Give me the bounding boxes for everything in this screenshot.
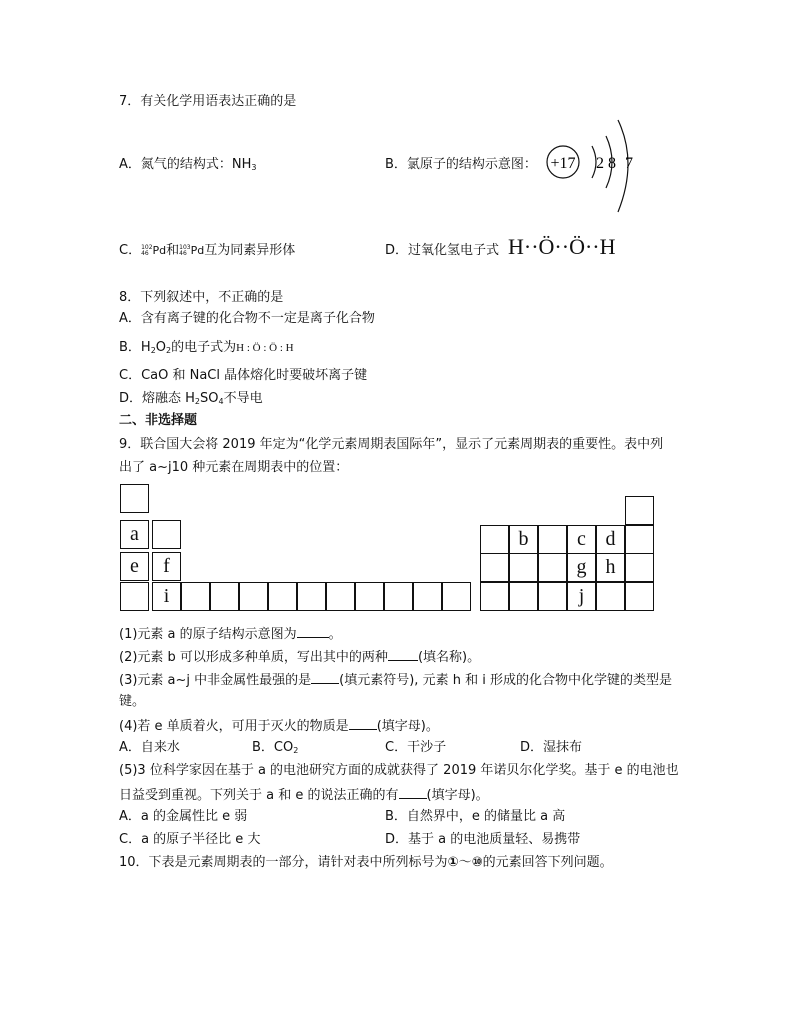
q9-part4-option-c: C．干沙子: [385, 740, 447, 755]
q7-option-c-suffix: 互为同素异形体: [204, 243, 296, 258]
q9-stem-line1: 9．联合国大会将 2019 年定为“化学元素周期表国际年”，显示了元素周期表的重要性。表中列: [119, 437, 664, 452]
answer-blank[interactable]: [349, 717, 377, 730]
q9-part1: [119, 625, 342, 643]
q7-option-b: B．氯原子的结构示意图：: [385, 157, 537, 172]
q7-option-a-text: A．氮气的结构式：NH: [119, 157, 252, 172]
q8-option-c: C．CaO 和 NaCl 晶体熔化时要破坏离子键: [119, 368, 368, 383]
answer-blank[interactable]: [297, 625, 329, 638]
mass-number: 102: [141, 243, 153, 251]
option-b-sub: 2: [293, 746, 299, 755]
table-cell: [210, 582, 239, 611]
q8-d-sub2: 4: [218, 397, 224, 406]
cell-j: j: [567, 582, 596, 611]
atomic-number: 46: [179, 249, 187, 257]
shell-electrons-1: 2: [596, 155, 604, 172]
shell-electrons-3: 7: [625, 155, 633, 172]
mass-number: 103: [179, 243, 191, 251]
cell-a: a: [120, 520, 149, 549]
q10-tilde: ～: [458, 855, 472, 870]
q9-part1-end: 。: [328, 627, 342, 642]
circled-number-10: ⑩: [471, 855, 483, 870]
table-cell: [413, 582, 442, 611]
isotope-2-numbers: [179, 245, 190, 257]
q9-part3-end: (填元素符号), 元素 h 和 i 形成的化合物中化学键的类型是: [339, 673, 672, 688]
isotope-2-symbol: Pd: [190, 244, 205, 257]
q9-part2-end: (填名称)。: [417, 650, 481, 665]
table-cell: [297, 582, 326, 611]
q9-part4: [119, 717, 439, 735]
q8-b-suffix: 的电子式为: [171, 340, 237, 355]
answer-blank[interactable]: [311, 671, 339, 684]
q8-b-mid: O: [155, 340, 167, 355]
q8-b-sub1: 2: [150, 346, 156, 355]
q9-part5-option-b: B．自然界中，e 的储量比 a 高: [385, 809, 566, 824]
table-cell: [355, 582, 384, 611]
table-cell: [509, 553, 538, 582]
q9-part5-option-c: C．a 的原子半径比 e 大: [119, 832, 261, 847]
table-cell: [538, 525, 567, 554]
table-cell: [480, 525, 509, 554]
q9-part3-text: (3)元素 a~j 中非金属性最强的是: [119, 673, 312, 688]
q9-stem-line2: 出了 a~j10 种元素在周期表中的位置：: [119, 460, 349, 475]
q8-stem: 8．下列叙述中，不正确的是: [119, 290, 284, 305]
q8-b-sub2: 2: [166, 346, 172, 355]
cell-e: e: [120, 552, 149, 581]
q9-part3-cont: 键。: [119, 694, 146, 709]
q7-stem: 7．有关化学用语表达正确的是: [119, 94, 297, 109]
table-cell: [538, 553, 567, 582]
table-cell: [442, 582, 471, 611]
q8-d-mid: SO: [200, 391, 219, 406]
h2o2-electron-formula: H : Ö : Ö : H: [236, 342, 294, 354]
cell-f: f: [152, 552, 181, 581]
q9-part4-option-d: D．湿抹布: [520, 740, 583, 755]
table-cell: [152, 520, 181, 549]
q9-part4-end: (填字母)。: [376, 719, 439, 734]
q8-option-d: [119, 391, 263, 410]
table-cell: [625, 525, 654, 554]
q7-option-c-mid: 和: [166, 243, 180, 258]
q7-option-c-prefix: C．: [119, 243, 142, 258]
q9-part2-text: (2)元素 b 可以形成多种单质，写出其中的两种: [119, 650, 388, 665]
q9-part4-option-b: [252, 740, 298, 759]
q9-part4-text: (4)若 e 单质着火，可用于灭火的物质是: [119, 719, 349, 734]
q7-option-a-sub: 3: [251, 163, 257, 172]
answer-blank[interactable]: [399, 786, 427, 799]
q8-d-sub1: 2: [194, 397, 201, 406]
table-cell: [326, 582, 355, 611]
option-b-text: B．CO: [252, 740, 294, 755]
table-cell: [384, 582, 413, 611]
shell-electrons-2: 8: [608, 155, 616, 172]
q8-option-b: [119, 340, 294, 359]
q9-part4-option-a: A．自来水: [119, 740, 180, 755]
table-cell: [268, 582, 297, 611]
cell-b: b: [509, 525, 538, 554]
q10-suffix: 的元素回答下列问题。: [482, 855, 613, 870]
q9-part5-option-a: A．a 的金属性比 e 弱: [119, 809, 248, 824]
q9-part5-end: (填字母)。: [426, 788, 489, 803]
table-cell: [480, 582, 509, 611]
q9-part5-line1: (5)3 位科学家因在基于 a 的电池研究方面的成就获得了 2019 年诺贝尔化学奖。基于 e 的电池也: [119, 763, 679, 778]
table-cell: [538, 582, 567, 611]
q8-d-suffix: 不导电: [223, 391, 263, 406]
circled-number-1: ①: [447, 855, 459, 870]
table-cell: [120, 582, 149, 611]
q9-part5-text: 日益受到重视。下列关于 a 和 e 的说法正确的有: [119, 788, 399, 803]
nucleus-charge: +17: [550, 155, 576, 172]
table-cell: [120, 484, 149, 513]
table-cell: [625, 553, 654, 582]
q9-part1-text: (1)元素 a 的原子结构示意图为: [119, 627, 297, 642]
q7-option-a: [119, 157, 257, 176]
table-cell: [239, 582, 268, 611]
table-cell: [509, 582, 538, 611]
q9-part5-line2: [119, 786, 489, 804]
q8-option-a: A．含有离子键的化合物不一定是离子化合物: [119, 311, 375, 326]
isotope-1-symbol: Pd: [152, 244, 167, 257]
cell-h: h: [596, 553, 625, 582]
q9-part2: [119, 648, 480, 666]
answer-blank[interactable]: [388, 648, 418, 661]
isotope-1-numbers: [141, 245, 152, 257]
q7-option-d: D．过氧化氢电子式: [385, 243, 500, 258]
table-cell: [181, 582, 210, 611]
chlorine-atom-structure-diagram: [540, 116, 650, 216]
cell-c: c: [567, 525, 596, 554]
section-heading: 二、非选择题: [119, 413, 198, 428]
table-cell: [625, 496, 654, 525]
q9-part3: [119, 671, 672, 689]
q10-stem: [119, 855, 613, 871]
q8-b-prefix: B．H: [119, 340, 151, 355]
table-cell: [625, 582, 654, 611]
q8-d-prefix: D．熔融态 H: [119, 391, 195, 406]
cell-d: d: [596, 525, 625, 554]
hydrogen-peroxide-electron-formula: H··Ö··Ö··H: [508, 234, 616, 259]
atomic-number: 46: [141, 249, 149, 257]
q10-prefix: 10．下表是元素周期表的一部分，请针对表中所列标号为: [119, 855, 448, 870]
cell-i: i: [152, 582, 181, 611]
table-cell: [596, 582, 625, 611]
q7-option-c: [119, 243, 295, 259]
q9-part5-option-d: D．基于 a 的电池质量轻、易携带: [385, 832, 581, 847]
table-cell: [480, 553, 509, 582]
cell-g: g: [567, 553, 596, 582]
